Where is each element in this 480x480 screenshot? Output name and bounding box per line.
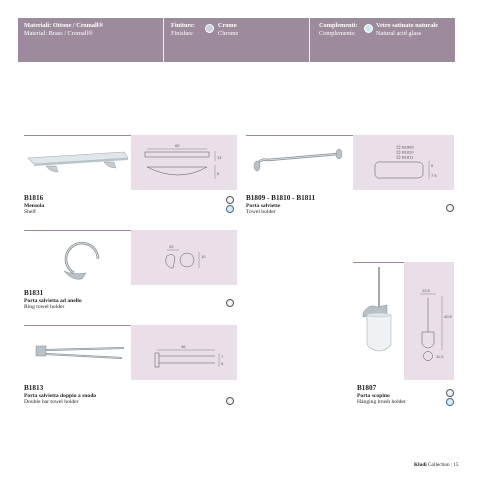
product-photo-brush-holder [353, 262, 404, 381]
materials-label-en: Material: Brass / Cromall® [24, 30, 93, 37]
legend-b1811: B1811 [402, 154, 414, 160]
ring-holder-photo-icon [24, 231, 131, 286]
brush-dim-2: 40.5 [444, 314, 452, 319]
finish-option-icon [226, 397, 234, 405]
finishes-label-en: Finishes: [171, 30, 194, 37]
legend-b1809: B1809 [402, 144, 414, 150]
complement-en: Natural acid glass [376, 30, 422, 37]
product-code: B1831 [24, 289, 44, 297]
product-code: B1813 [24, 384, 44, 392]
product-name-it: Porta salvietta doppio a snodo [24, 393, 97, 399]
header-divider [309, 18, 310, 62]
page-number: 15 [453, 462, 459, 468]
footer-brand: Kludi [414, 462, 427, 468]
technical-drawing-double-bar [131, 325, 237, 380]
product-name-en: Shelf [24, 209, 36, 215]
towel-holder-drawing-icon [353, 135, 454, 190]
technical-drawing-ring-holder [131, 230, 237, 285]
ring-dim-1: 20 [169, 244, 174, 249]
product-photo-towel-holder [246, 135, 353, 191]
materials-label-it: Materiali: Ottone / Cromall® [24, 22, 104, 29]
chrome-swatch-icon [205, 24, 214, 33]
finish-option-icon [226, 299, 234, 307]
double-bar-dim-3: 5 [221, 361, 224, 366]
finish-option-icon [226, 196, 234, 204]
towel-holder-photo-icon [246, 136, 353, 191]
brush-dim-3: 11.5 [436, 354, 444, 359]
shelf-drawing-icon [131, 135, 237, 190]
brush-holder-photo-icon [353, 263, 404, 381]
finishes-label-it: Finiture: [171, 22, 196, 29]
product-photo-shelf [24, 135, 131, 191]
technical-drawing-towel-holder [353, 135, 454, 190]
product-name-en: Double bar towel holder [24, 399, 79, 405]
technical-drawing-shelf [131, 135, 237, 190]
legend-b1810: B1810 [402, 149, 414, 155]
footer-collection: Collection [428, 462, 450, 468]
header-divider [163, 18, 164, 62]
product-code: B1809 - B1810 - B1811 [246, 194, 316, 202]
towel-dim-2: 7.5 [431, 173, 437, 178]
shelf-dim-depth: 13 [217, 155, 222, 160]
glass-swatch-icon [364, 24, 373, 33]
brush-dim-1: 12.5 [422, 288, 430, 293]
product-photo-double-bar [24, 325, 131, 381]
complements-label-it: Complementi: [319, 22, 358, 29]
product-name-it: Porta salvietta ad anello [24, 298, 82, 304]
glass-option-icon [226, 205, 234, 213]
product-name-en: Hanging brush holder [357, 399, 406, 405]
double-bar-drawing-icon [131, 325, 237, 380]
product-name-it: Mensola [24, 203, 45, 209]
product-code: B1807 [357, 384, 377, 392]
shelf-photo-icon [24, 136, 131, 191]
product-name-en: Towel holder [246, 209, 276, 215]
double-bar-dim-1: 46 [181, 344, 186, 349]
complements-label-en: Complements: [319, 30, 356, 37]
product-name-it: Porta salviette [246, 203, 281, 209]
finish-option-icon [446, 204, 454, 212]
shelf-dim-height: 5 [217, 171, 220, 176]
brush-holder-drawing-icon [404, 262, 454, 380]
ring-holder-drawing-icon [131, 230, 237, 285]
shelf-dim-width: 60 [175, 143, 180, 148]
finish-option-icon [446, 389, 454, 397]
product-name-it: Porta scopino [357, 393, 390, 399]
ring-dim-2: 10 [201, 254, 206, 259]
finish-en: Chrome [218, 30, 239, 37]
towel-dim-1: 6 [431, 163, 434, 168]
product-photo-ring-holder [24, 230, 131, 286]
page-footer: Kludi Collection | 15 [414, 462, 459, 468]
glass-option-icon [446, 398, 454, 406]
product-code: B1816 [24, 194, 44, 202]
double-bar-photo-icon [24, 326, 131, 381]
technical-drawing-brush-holder [404, 262, 454, 380]
finish-it: Cromo [218, 22, 237, 29]
complement-it: Vetro satinato naturale [376, 22, 438, 29]
double-bar-dim-2: 7 [221, 354, 224, 359]
product-name-en: Ring towel holder [24, 304, 65, 310]
